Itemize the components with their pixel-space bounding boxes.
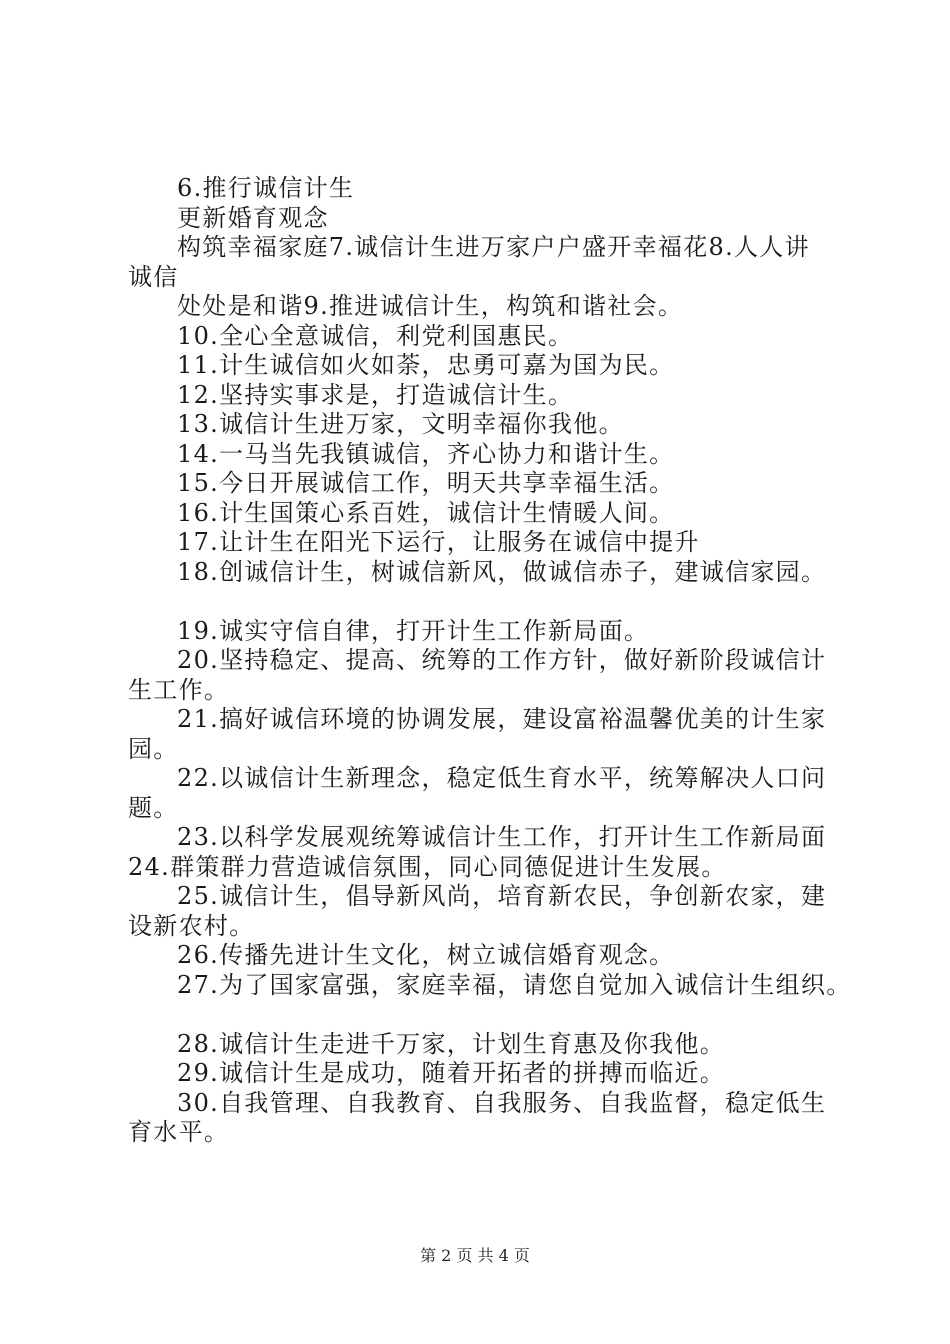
- text-line: 27.为了国家富强，家庭幸福，请您自觉加入诚信计生组织。: [177, 970, 852, 999]
- text-line: 诚信: [128, 262, 179, 291]
- text-line: 设新农村。: [128, 911, 255, 940]
- text-line: 18.创诚信计生，树诚信新风，做诚信赤子，建诚信家园。: [177, 557, 827, 586]
- text-line: 生工作。: [128, 675, 230, 704]
- document-body: [128, 174, 852, 1148]
- text-line: 15.今日开展诚信工作，明天共享幸福生活。: [177, 469, 675, 497]
- text-line: 处处是和谐9.推进诚信计生，构筑和谐社会。: [177, 292, 684, 320]
- text-line: 更新婚育观念: [177, 203, 329, 232]
- text-line: 17.让计生在阳光下运行，让服务在诚信中提升: [177, 528, 700, 556]
- text-line: 29.诚信计生是成功，随着开拓者的拼搏而临近。: [177, 1059, 726, 1087]
- paragraph-gap: [128, 587, 833, 617]
- text-line: 23.以科学发展观统筹诚信计生工作，打开计生工作新局面: [177, 823, 827, 851]
- text-line: 题。: [128, 793, 179, 822]
- text-line: 22.以诚信计生新理念，稳定低生育水平，统筹解决人口问: [177, 764, 827, 792]
- paragraph-gap: [128, 1000, 833, 1030]
- text-line: 28.诚信计生走进千万家，计划生育惠及你我他。: [177, 1029, 726, 1058]
- text-line: 6.推行诚信计生: [177, 174, 355, 202]
- text-line: 园。: [128, 734, 179, 763]
- page-number-footer: 第 2 页 共 4 页: [420, 1246, 530, 1265]
- text-line: 构筑幸福家庭7.诚信计生进万家户户盛开幸福花8.人人讲: [177, 233, 810, 261]
- text-line: 19.诚实守信自律，打开计生工作新局面。: [177, 616, 650, 645]
- text-line: 14.一马当先我镇诚信，齐心协力和谐计生。: [177, 439, 675, 468]
- text-line: 13.诚信计生进万家，文明幸福你我他。: [177, 410, 624, 438]
- text-line: 16.计生国策心系百姓，诚信计生情暖人间。: [177, 498, 675, 527]
- text-line: 12.坚持实事求是，打造诚信计生。: [177, 380, 574, 409]
- text-line: 11.计生诚信如火如荼，忠勇可嘉为国为民。: [177, 351, 675, 379]
- text-line: 25.诚信计生，倡导新风尚，培育新农民，争创新农家，建: [177, 882, 827, 910]
- text-line: 育水平。: [128, 1118, 230, 1146]
- text-line: 30.自我管理、自我教育、自我服务、自我监督，稳定低生: [177, 1088, 827, 1117]
- text-line: 24.群策群力营造诚信氛围，同心同德促进计生发展。: [128, 852, 727, 881]
- text-line: 10.全心全意诚信，利党利国惠民。: [177, 321, 574, 350]
- text-line: 26.传播先进计生文化，树立诚信婚育观念。: [177, 941, 675, 969]
- text-line: 20.坚持稳定、提高、统筹的工作方针，做好新阶段诚信计: [177, 646, 827, 674]
- text-line: 21.搞好诚信环境的协调发展，建设富裕温馨优美的计生家: [177, 705, 827, 733]
